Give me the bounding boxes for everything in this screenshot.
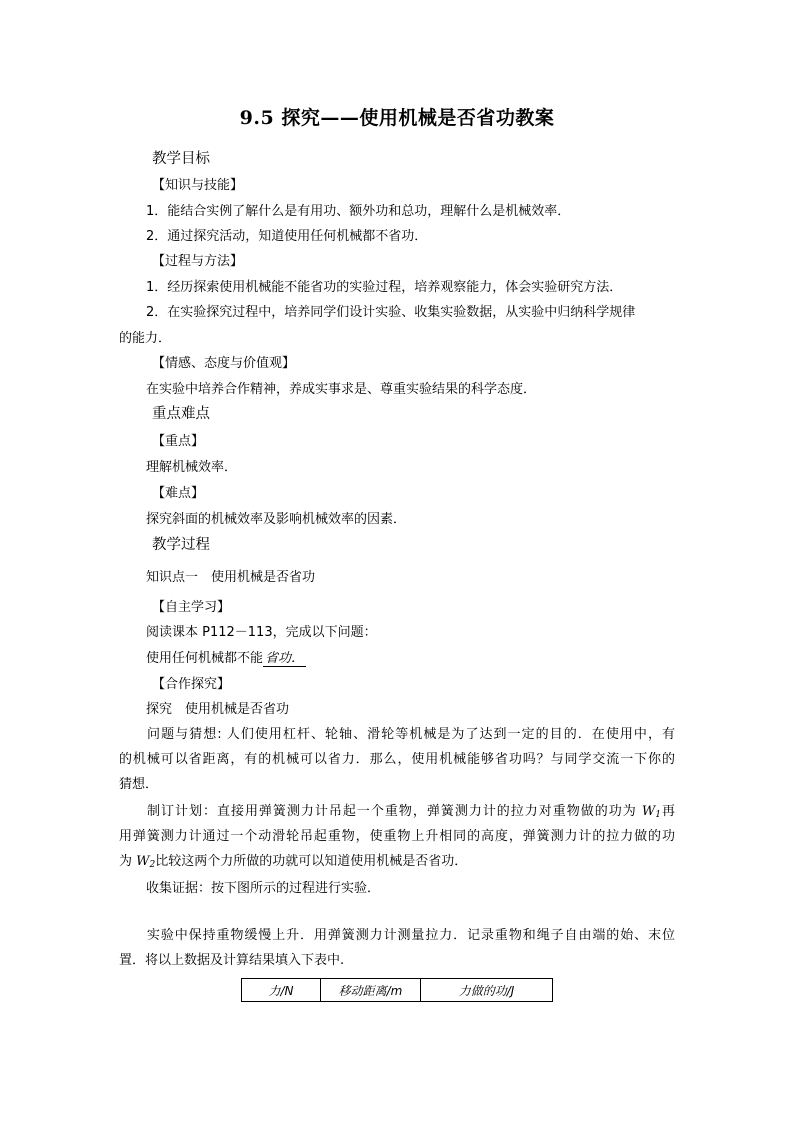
- question-line-1: 问题与猜想: 人们使用杠杆、轮轴、滑轮等机械是为了达到一定的目的．在使用中，有: [146, 727, 675, 742]
- process-item-2: 2．在实验探究过程中，培养同学们设计实验、收集实验数据，从实验中归纳科学规律: [146, 305, 636, 320]
- emotion-label: 【情感、态度与价值观】: [152, 356, 296, 371]
- emotion-text: 在实验中培养合作精神，养成实事求是、尊重实验结果的科学态度．: [146, 382, 537, 397]
- explore-title: 探究 使用机械是否省功: [146, 702, 290, 717]
- plan-line-2: 用弹簧测力计通过一个动滑轮吊起重物，使重物上升相同的高度，弹簧测力计的拉力做的功: [119, 829, 675, 844]
- knowledge-point-title: 知识点一 使用机械是否省功: [146, 570, 316, 585]
- question-paragraph: [119, 726, 675, 801]
- objectives-heading: 教学目标: [152, 151, 210, 167]
- knowledge-skill-label: 【知识与技能】: [152, 178, 244, 193]
- header-distance: 移动距离/m: [321, 979, 421, 1002]
- collect-evidence: 收集证据：按下图所示的过程进行实验．: [146, 881, 381, 896]
- key-points-heading: 重点难点: [152, 406, 210, 422]
- teaching-process-heading: 教学过程: [152, 537, 210, 553]
- knowledge-item-1: 1．能结合实例了解什么是有用功、额外功和总功，理解什么是机械效率．: [146, 204, 571, 219]
- focus-text: 理解机械效率．: [146, 460, 238, 475]
- question-line-3: 猜想．: [119, 777, 159, 792]
- results-table: [241, 978, 553, 1002]
- reading-instruction: 阅读课本 P112－113，完成以下问题：: [146, 625, 377, 640]
- self-study-label: 【自主学习】: [152, 600, 231, 615]
- experiment-paragraph: [119, 927, 675, 977]
- w2-symbol: $W_2$: [136, 854, 156, 870]
- difficulty-text: 探究斜面的机械效率及影响机械效率的因素．: [146, 512, 407, 527]
- cooperative-label: 【合作探究】: [152, 677, 231, 692]
- experiment-line-1: 实验中保持重物缓慢上升．用弹簧测力计测量拉力．记录重物和绳子自由端的始、末位: [146, 928, 675, 943]
- header-work: 力做的功/J: [421, 979, 553, 1002]
- fill-blank-prefix: 使用任何机械都不能: [146, 651, 264, 666]
- experiment-line-2: 置．将以上数据及计算结果填入下表中.: [119, 953, 345, 968]
- fill-blank-answer: 省功．: [265, 651, 305, 666]
- difficulty-label: 【难点】: [152, 486, 205, 501]
- plan-paragraph: [119, 803, 675, 878]
- fill-blank-line: [146, 650, 306, 668]
- w1-symbol: $W_1$: [641, 804, 661, 820]
- document-title: 9.5 探究——使用机械是否省功教案: [239, 107, 555, 129]
- header-force: 力/N: [242, 979, 321, 1002]
- plan-line-1: 制订计划：直接用弹簧测力计吊起一个重物，弹簧测力计的拉力对重物做的功为 $W_1$再: [146, 804, 675, 820]
- question-line-2: 的机械可以省距离，有的机械可以省力．那么，使用机械能够省功吗？与同学交流一下你的: [119, 752, 675, 767]
- process-method-label: 【过程与方法】: [152, 254, 244, 269]
- knowledge-item-2: 2．通过探究活动，知道使用任何机械都不省功．: [146, 229, 428, 244]
- table-header-row: [242, 979, 553, 1002]
- plan-line-3: 为 $W_2$比较这两个力所做的功就可以知道使用机械是否省功．: [119, 854, 468, 870]
- process-item-2-continued: 的能力．: [119, 331, 172, 346]
- process-item-1: 1．经历探索使用机械能不能省功的实验过程，培养观察能力，体会实验研究方法．: [146, 280, 623, 295]
- focus-label: 【重点】: [152, 434, 205, 449]
